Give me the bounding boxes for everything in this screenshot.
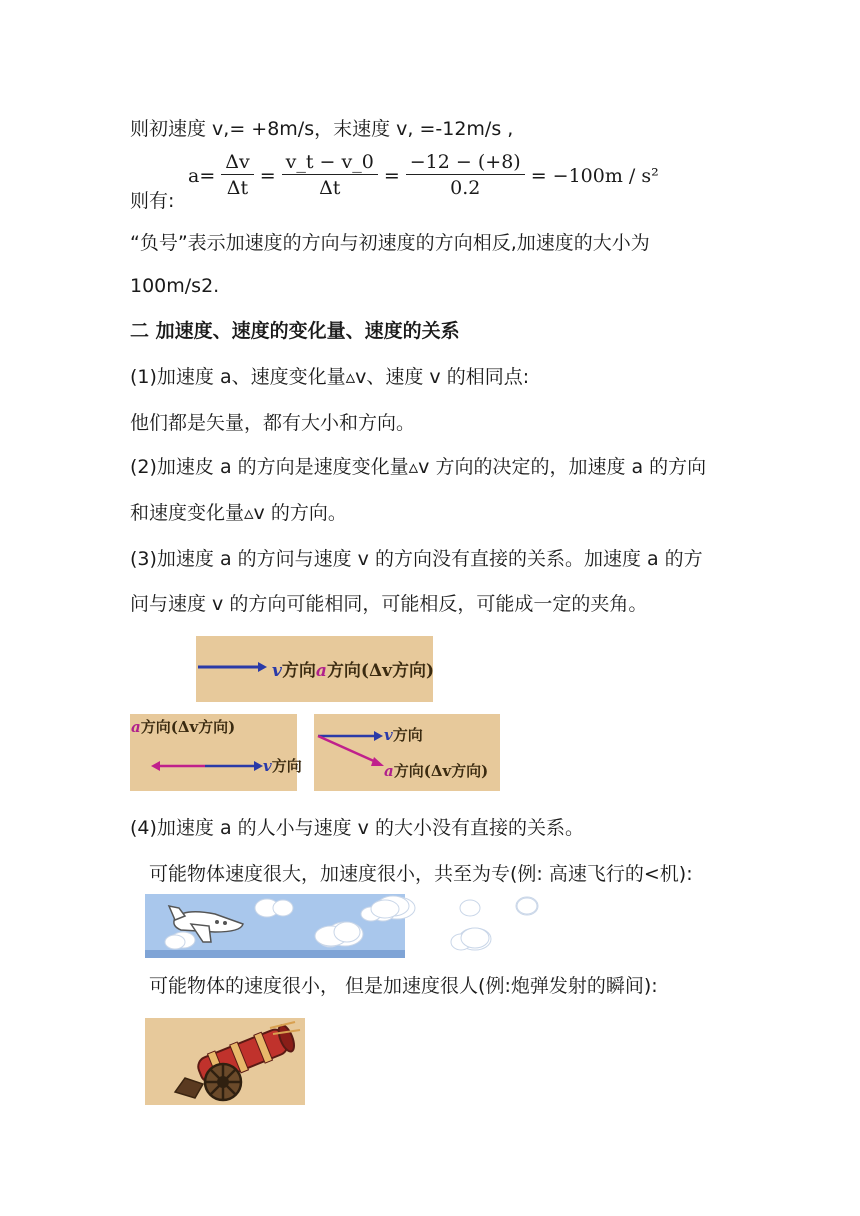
diagram-3-a-label: a方向(Δv方向) <box>384 762 489 780</box>
negative-sign-explanation: “负号”表示加速度的方向与初速度的方向相反,加速度的大小为 <box>130 232 650 254</box>
diagram-opposite-direction <box>130 714 302 791</box>
diagram-same-direction <box>196 636 433 702</box>
cannon-image <box>145 1018 305 1105</box>
formula-equals: = <box>383 164 400 187</box>
formula-label: 则有: <box>130 190 175 212</box>
formula-equals: = <box>259 164 276 187</box>
point-4: (4)加速度 a 的人小与速度 v 的大小没有直接的关系。 <box>130 817 584 839</box>
initial-final-velocity-line: 则初速度 v,= +8m/s，末速度 v, =-12m/s , <box>130 118 514 140</box>
arrow-icon <box>130 714 297 791</box>
diagram-2-v-label: v方向 <box>263 757 302 775</box>
diagram-2-a-label: a方向(Δv方向) <box>131 718 236 736</box>
fraction-numerator: v_t − v_0 <box>282 150 378 175</box>
point-1: (1)加速度 a、速度变化量▵v、速度 v 的相同点: <box>130 366 530 388</box>
cannon-icon <box>145 1018 305 1105</box>
fraction-denominator: Δt <box>226 177 249 199</box>
point-3-line-1: (3)加速度 a 的方问与速度 v 的方向没有直接的关系。加速度 a 的方 <box>130 548 703 570</box>
fraction-denominator: 0.2 <box>450 177 481 199</box>
formula-a-eq: a= <box>188 164 216 187</box>
diagram-3-v-label: v方向 <box>384 726 423 744</box>
fraction-numerator: Δv <box>221 150 253 175</box>
fraction-numerator: −12 − (+8) <box>406 150 525 175</box>
fraction-vt-v0 <box>282 150 378 201</box>
magnitude-value: 100m/s2. <box>130 275 220 297</box>
airplane-sky-image <box>145 894 405 958</box>
point-4-example-airplane: 可能物体速度很大，加速度很小，共至为专(例: 高速飞行的<机): <box>149 863 693 885</box>
point-3-line-2: 问与速度 v 的方向可能相同，可能相反，可能成一定的夹角。 <box>130 593 648 615</box>
formula-result: = −100m / s² <box>530 164 659 187</box>
section-heading: 二 加速度、速度的变化量、速度的关系 <box>130 320 460 342</box>
point-2-line-1: (2)加速皮 a 的方向是速度变化量▵v 方向的决定的，加速度 a 的方向 <box>130 456 707 478</box>
point-2-line-2: 和速度变化量▵v 的方向。 <box>130 502 347 524</box>
diagram-angle-direction <box>314 714 500 791</box>
diagram-1-label: v方向a方向(Δv方向) <box>272 661 435 681</box>
acceleration-formula <box>188 150 659 201</box>
point-4-example-cannon: 可能物体的速度很小， 但是加速度很人(例:炮弹发射的瞬间): <box>149 975 658 997</box>
fraction-dv-dt <box>221 150 253 201</box>
airplane-icon <box>145 894 405 958</box>
fraction-denominator: Δt <box>319 177 341 199</box>
fraction-values <box>406 150 525 201</box>
point-1-detail: 他们都是矢量，都有大小和方向。 <box>130 412 416 434</box>
